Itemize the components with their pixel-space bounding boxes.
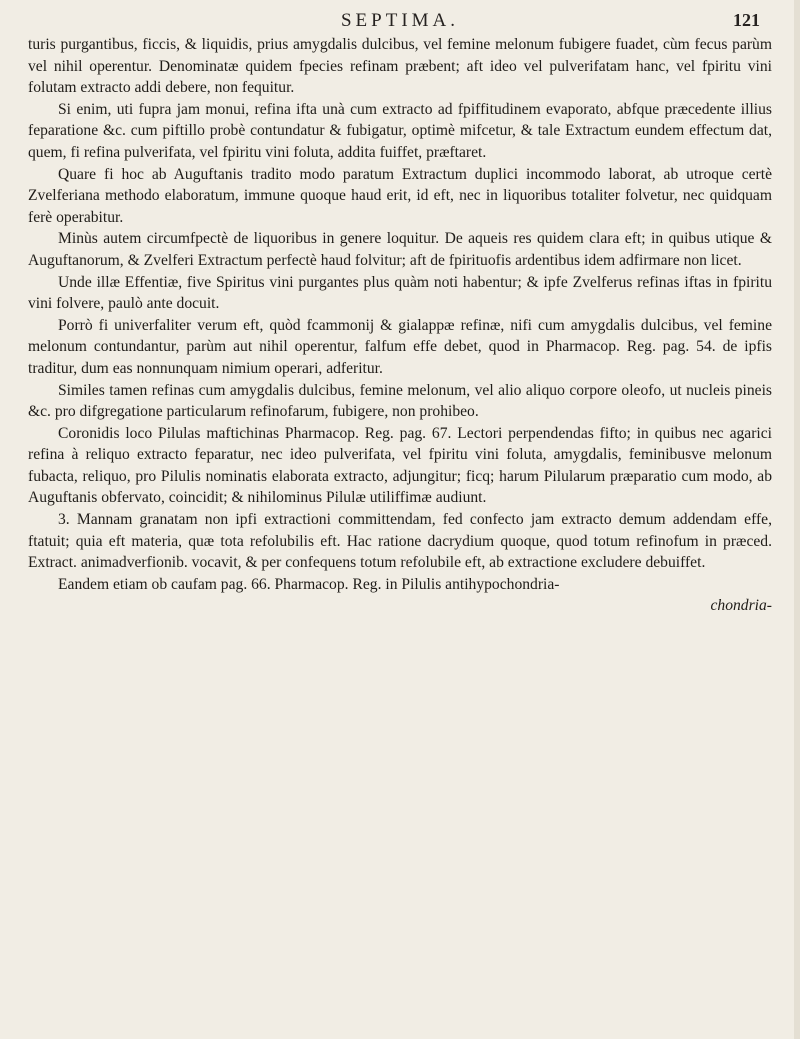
- paragraph-2: Si enim, uti fupra jam monui, refina ifta unà cum extracto ad fpiffitudinem evaporato, abfque præcedente illius feparatione &c. cum piftillo probè contundatur & fubigatur, optimè mifcetur, & tale Extractum eundem effectum dat, quem, fi refina pulverifata, vel fpiritu vini foluta, addita fuiffet, præftaret.: [28, 100, 772, 161]
- paragraph-10: Eandem etiam ob caufam pag. 66. Pharmacop. Reg. in Pilulis antihypochondria-: [58, 575, 560, 593]
- paragraph-6: Porrò fi univerfaliter verum eft, quòd fcammonij & gialappæ refinæ, nifi cum amygdalis dulcibus, vel femine melonum contundantur, parùm aut nihil operentur, falfum effe debet, quod in Pharmacop. Reg. pag. 54. de ipfis traditur, dum eas nonnunquam nimium operari, adferitur.: [28, 316, 772, 377]
- page-edge-shadow: [794, 0, 800, 1039]
- paragraph-1: turis purgantibus, ficcis, & liquidis, prius amygdalis dulcibus, vel femine melonum fubigere fuadet, cùm fecus parùm vel nihil operentur. Denominatæ quidem fpecies refinam præbent; aft ideo vel pulverifatam hanc, vel fpiritu vini folutam extracto addi debere, non fequitur.: [28, 36, 772, 97]
- paragraph-3: Quare fi hoc ab Auguftanis tradito modo paratum Extractum duplici incommodo laborat, ab utroque certè Zvelferiana methodo elaboratum, immune quoque haud erit, id eft, nec in liquoribus totaliter folvetur, nec quidquam ferè operabitur.: [28, 165, 772, 226]
- paragraph-8: Coronidis loco Pilulas maftichinas Pharmacop. Reg. pag. 67. Lectori perpendendas fifto; in quibus nec agarici refina à reliquo extracto feparatur, nec ideo pulverifata, vel fpiritu vini foluta, amygdalis, feminibusve melonum fubacta, reliquo, pro Pilulis nominatis elaborata extracto, adjungitur; ficq; harum Pilularum præparatio cum modo, ab Auguftanis obfervato, coincidit; & nihilominus Pilulæ utiliffimæ audiunt.: [28, 424, 772, 507]
- catchword: chondria-: [710, 597, 772, 615]
- paragraph-5: Unde illæ Effentiæ, five Spiritus vini purgantes plus quàm noti habentur; & ipfe Zvelferus refinas iftas in fpiritu vini folvere, paulò ante docuit.: [28, 273, 772, 313]
- running-head: SEPTIMA.: [340, 10, 460, 31]
- paragraph-7: Similes tamen refinas cum amygdalis dulcibus, femine melonum, vel alio aliquo corpore oleofo, ut nucleis pineis &c. pro difgregatione particularum refinofarum, fubigere, non prohibeo.: [28, 381, 772, 421]
- body-text: [28, 34, 772, 617]
- paragraph-4: Minùs autem circumfpectè de liquoribus in genere loquitur. De aqueis res quidem clara eft; in quibus utique & Auguftanorum, & Zvelferi Extractum perfectè haud folvitur; aft de fpirituofis ardentibus idem adfirmare non licet.: [28, 230, 772, 269]
- paragraph-9: 3. Mannam granatam non ipfi extractioni committendam, fed confecto jam extracto demum addendam effe, ftatuit; quia eft materia, quæ tota refolubilis eft. Hac ratione dacrydium quoque, quod totum refinofum in præced. Extract. animadverfionib. vocavit, & per confequens totum refolubile eft, ab extractione excludere debuiffet.: [28, 511, 772, 572]
- page-header: [28, 10, 772, 32]
- page-number: 121: [733, 10, 760, 30]
